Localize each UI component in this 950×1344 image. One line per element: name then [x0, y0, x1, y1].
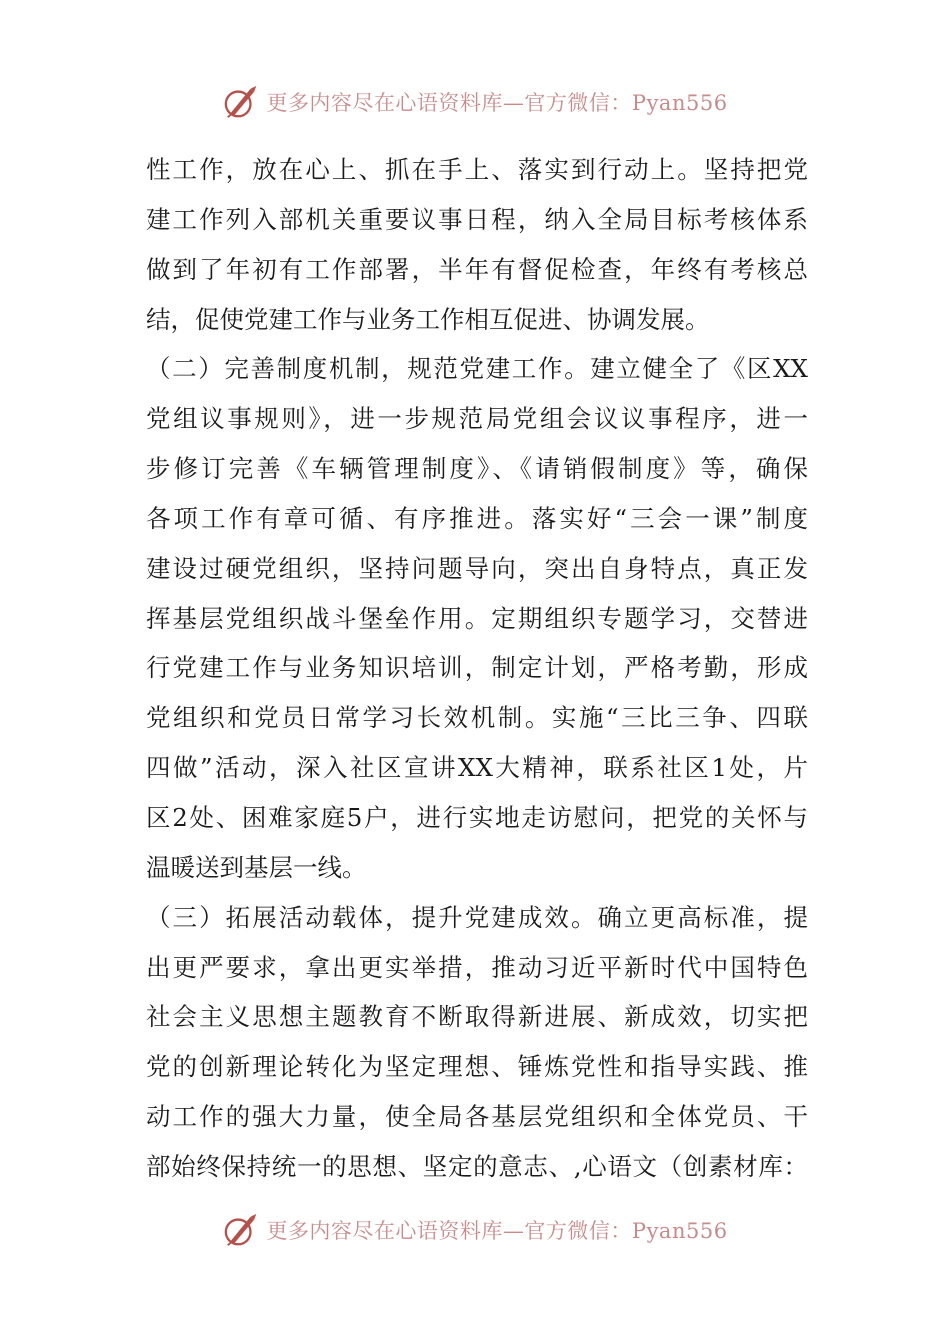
footer-banner-text: 更多内容尽在心语资料库—官方微信：Pyan556	[266, 1219, 728, 1243]
body-line: 动工作的强大力量，使全局各基层党组织和全体党员、干	[146, 1102, 808, 1132]
body-line: 出更严要求，拿出更实举措，推动习近平新时代中国特色	[146, 952, 808, 982]
footer-banner	[0, 1208, 950, 1252]
body-line: 建工作列入部机关重要议事日程，纳入全局目标考核体系	[146, 204, 808, 234]
body-line: 四做”活动，深入社区宣讲XX大精神，联系社区1处，片	[146, 753, 808, 783]
body-line: 各项工作有章可循、有序推进。落实好“三会一课”制度	[146, 503, 808, 533]
body-line: 社会主义思想主题教育不断取得新进展、新成效，切实把	[146, 1002, 808, 1032]
body-line: 区2处、困难家庭5户，进行实地走访慰问，把党的关怀与	[146, 802, 808, 832]
body-line: 行党建工作与业务知识培训，制定计划，严格考勤，形成	[146, 653, 808, 683]
document-body	[146, 145, 808, 1192]
body-line: 做到了年初有工作部署，半年有督促检查，年终有考核总	[146, 254, 808, 284]
body-line: 建设过硬党组织，坚持问题导向，突出自身特点，真正发	[146, 553, 808, 583]
body-line: （三）拓展活动载体，提升党建成效。确立更高标准，提	[146, 902, 808, 932]
body-line: 步修订完善《车辆管理制度》、《请销假制度》等，确保	[146, 454, 808, 484]
header-banner	[0, 80, 950, 124]
quill-pen-logo-icon	[222, 1211, 260, 1249]
body-line: 结，促使党建工作与业务工作相互促进、协调发展。	[146, 304, 710, 334]
body-line: 党的创新理论转化为坚定理想、锤炼党性和指导实践、推	[146, 1052, 808, 1082]
body-line: 党组议事规则》，进一步规范局党组会议议事程序，进一	[146, 404, 808, 434]
header-banner-text: 更多内容尽在心语资料库—官方微信：Pyan556	[266, 91, 728, 115]
body-line: 党组织和党员日常学习长效机制。实施“三比三争、四联	[146, 703, 808, 733]
body-line: 挥基层党组织战斗堡垒作用。定期组织专题学习，交替进	[146, 603, 808, 633]
body-line: 温暖送到基层一线。	[146, 852, 367, 882]
quill-pen-logo-icon	[222, 83, 260, 121]
body-line: 部始终保持统一的思想、坚定的意志、,心语文（创素材库：	[146, 1151, 808, 1181]
body-line: 性工作，放在心上、抓在手上、落实到行动上。坚持把党	[146, 155, 808, 184]
body-line: （二）完善制度机制，规范党建工作。建立健全了《区XX	[146, 354, 808, 384]
